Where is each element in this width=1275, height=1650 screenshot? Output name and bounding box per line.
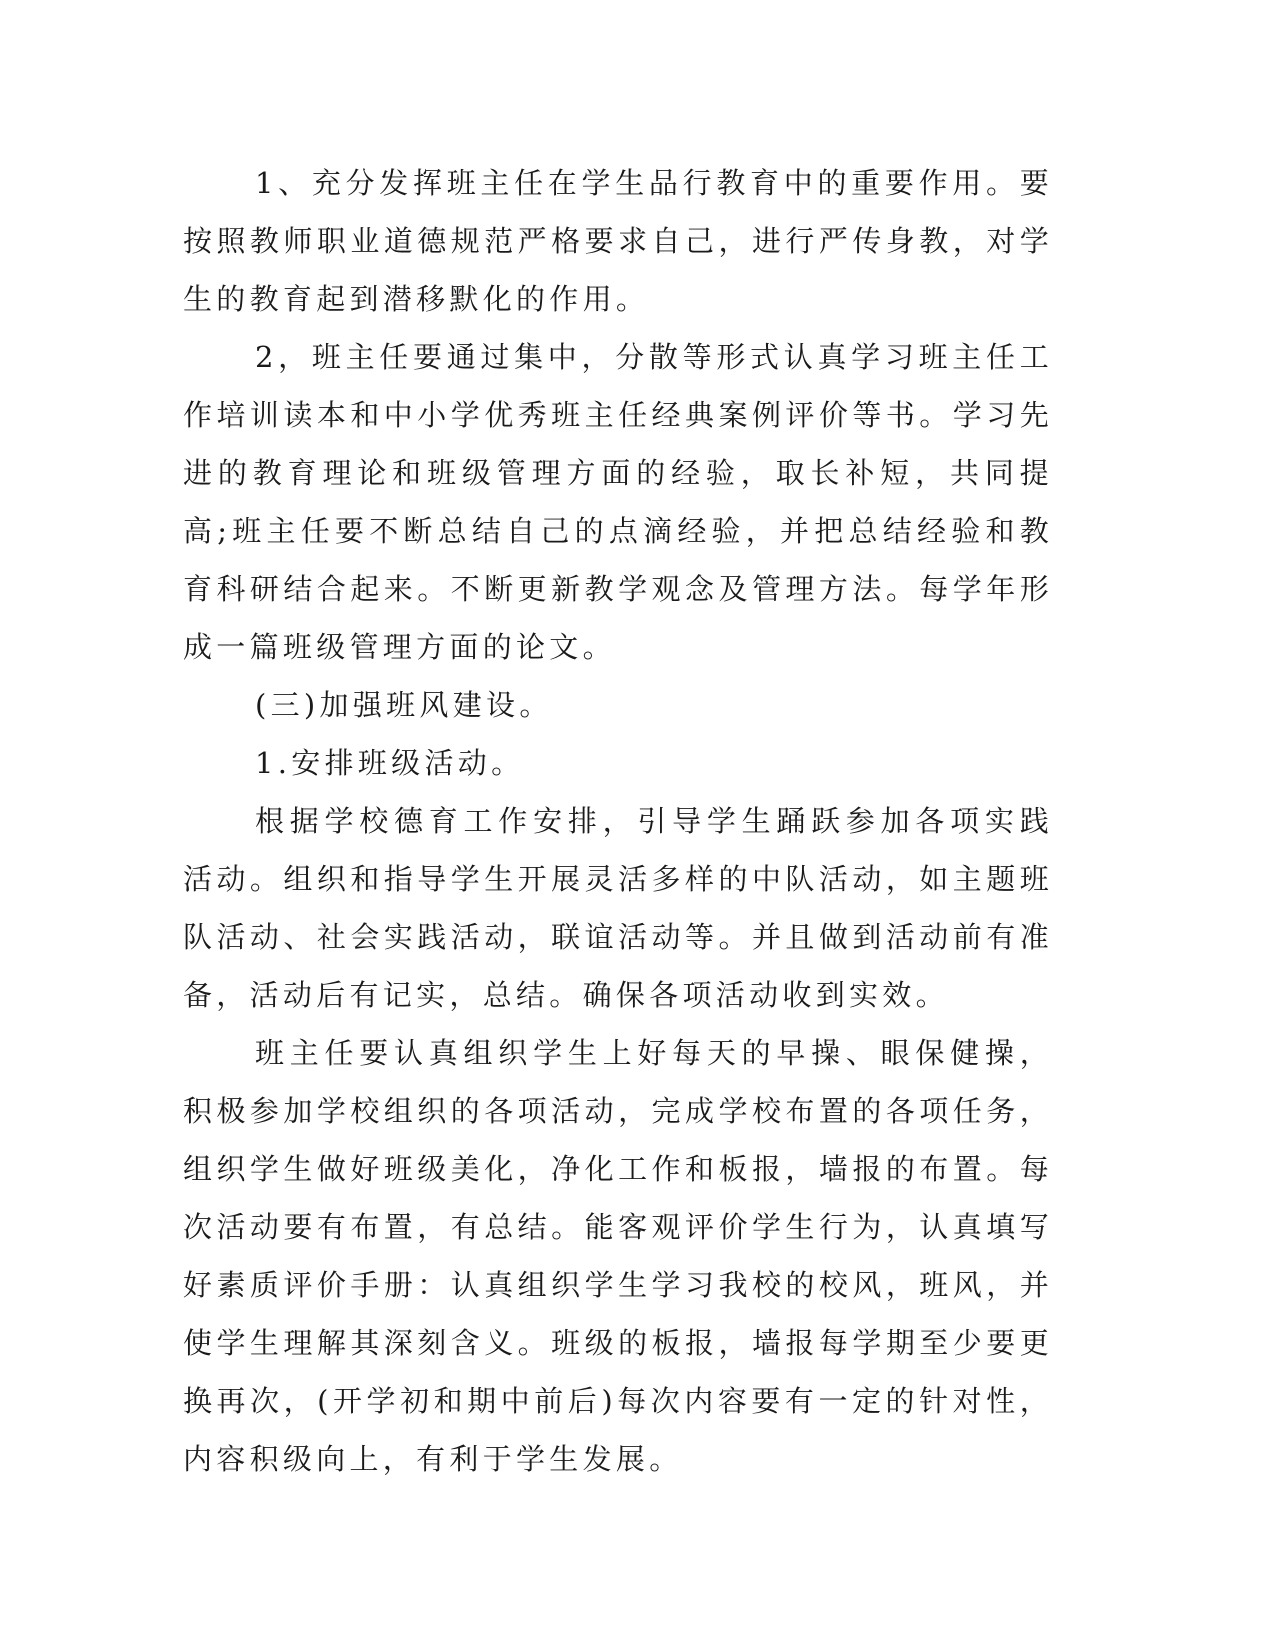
paragraph-practice-activities: 根据学校德育工作安排，引导学生踊跃参加各项实践活动。组织和指导学生开展灵活多样的中队活动，如主题班队活动、社会实践活动，联谊活动等。并且做到活动前有准备，活动后有记实，总结。确保各项活动收到实效。 [183,804,1053,1012]
paragraph-daily-organization: 班主任要认真组织学生上好每天的早操、眼保健操，积极参加学校组织的各项活动，完成学校布置的各项任务，组织学生做好班级美化，净化工作和板报，墙报的布置。每次活动要有布置，有总结。能客观评价学生行为，认真填写好素质评价手册：认真组织学生学习我校的校风，班风，并使学生理解其深刻含义。班级的板报，墙报每学期至少要更换再次，(开学初和期中前后)每次内容要有一定的针对性，内容积级向上，有利于学生发展。 [183,1036,1053,1476]
paragraph-study-and-training: 2，班主任要通过集中，分散等形式认真学习班主任工作培训读本和中小学优秀班主任经典案例评价等书。学习先进的教育理论和班级管理方面的经验，取长补短，共同提高;班主任要不断总结自己的点滴经验，并把总结经验和教育科研结合起来。不断更新教学观念及管理方法。每学年形成一篇班级管理方面的论文。 [183,340,1053,664]
subheading-class-activities: 1.安排班级活动。 [255,746,525,780]
paragraph-role-of-head-teacher: 1、充分发挥班主任在学生品行教育中的重要作用。要按照教师职业道德规范严格要求自己，进行严传身教，对学生的教育起到潜移默化的作用。 [183,166,1053,316]
document-body [183,154,1053,1488]
section-heading-class-spirit: (三)加强班风建设。 [255,688,553,722]
